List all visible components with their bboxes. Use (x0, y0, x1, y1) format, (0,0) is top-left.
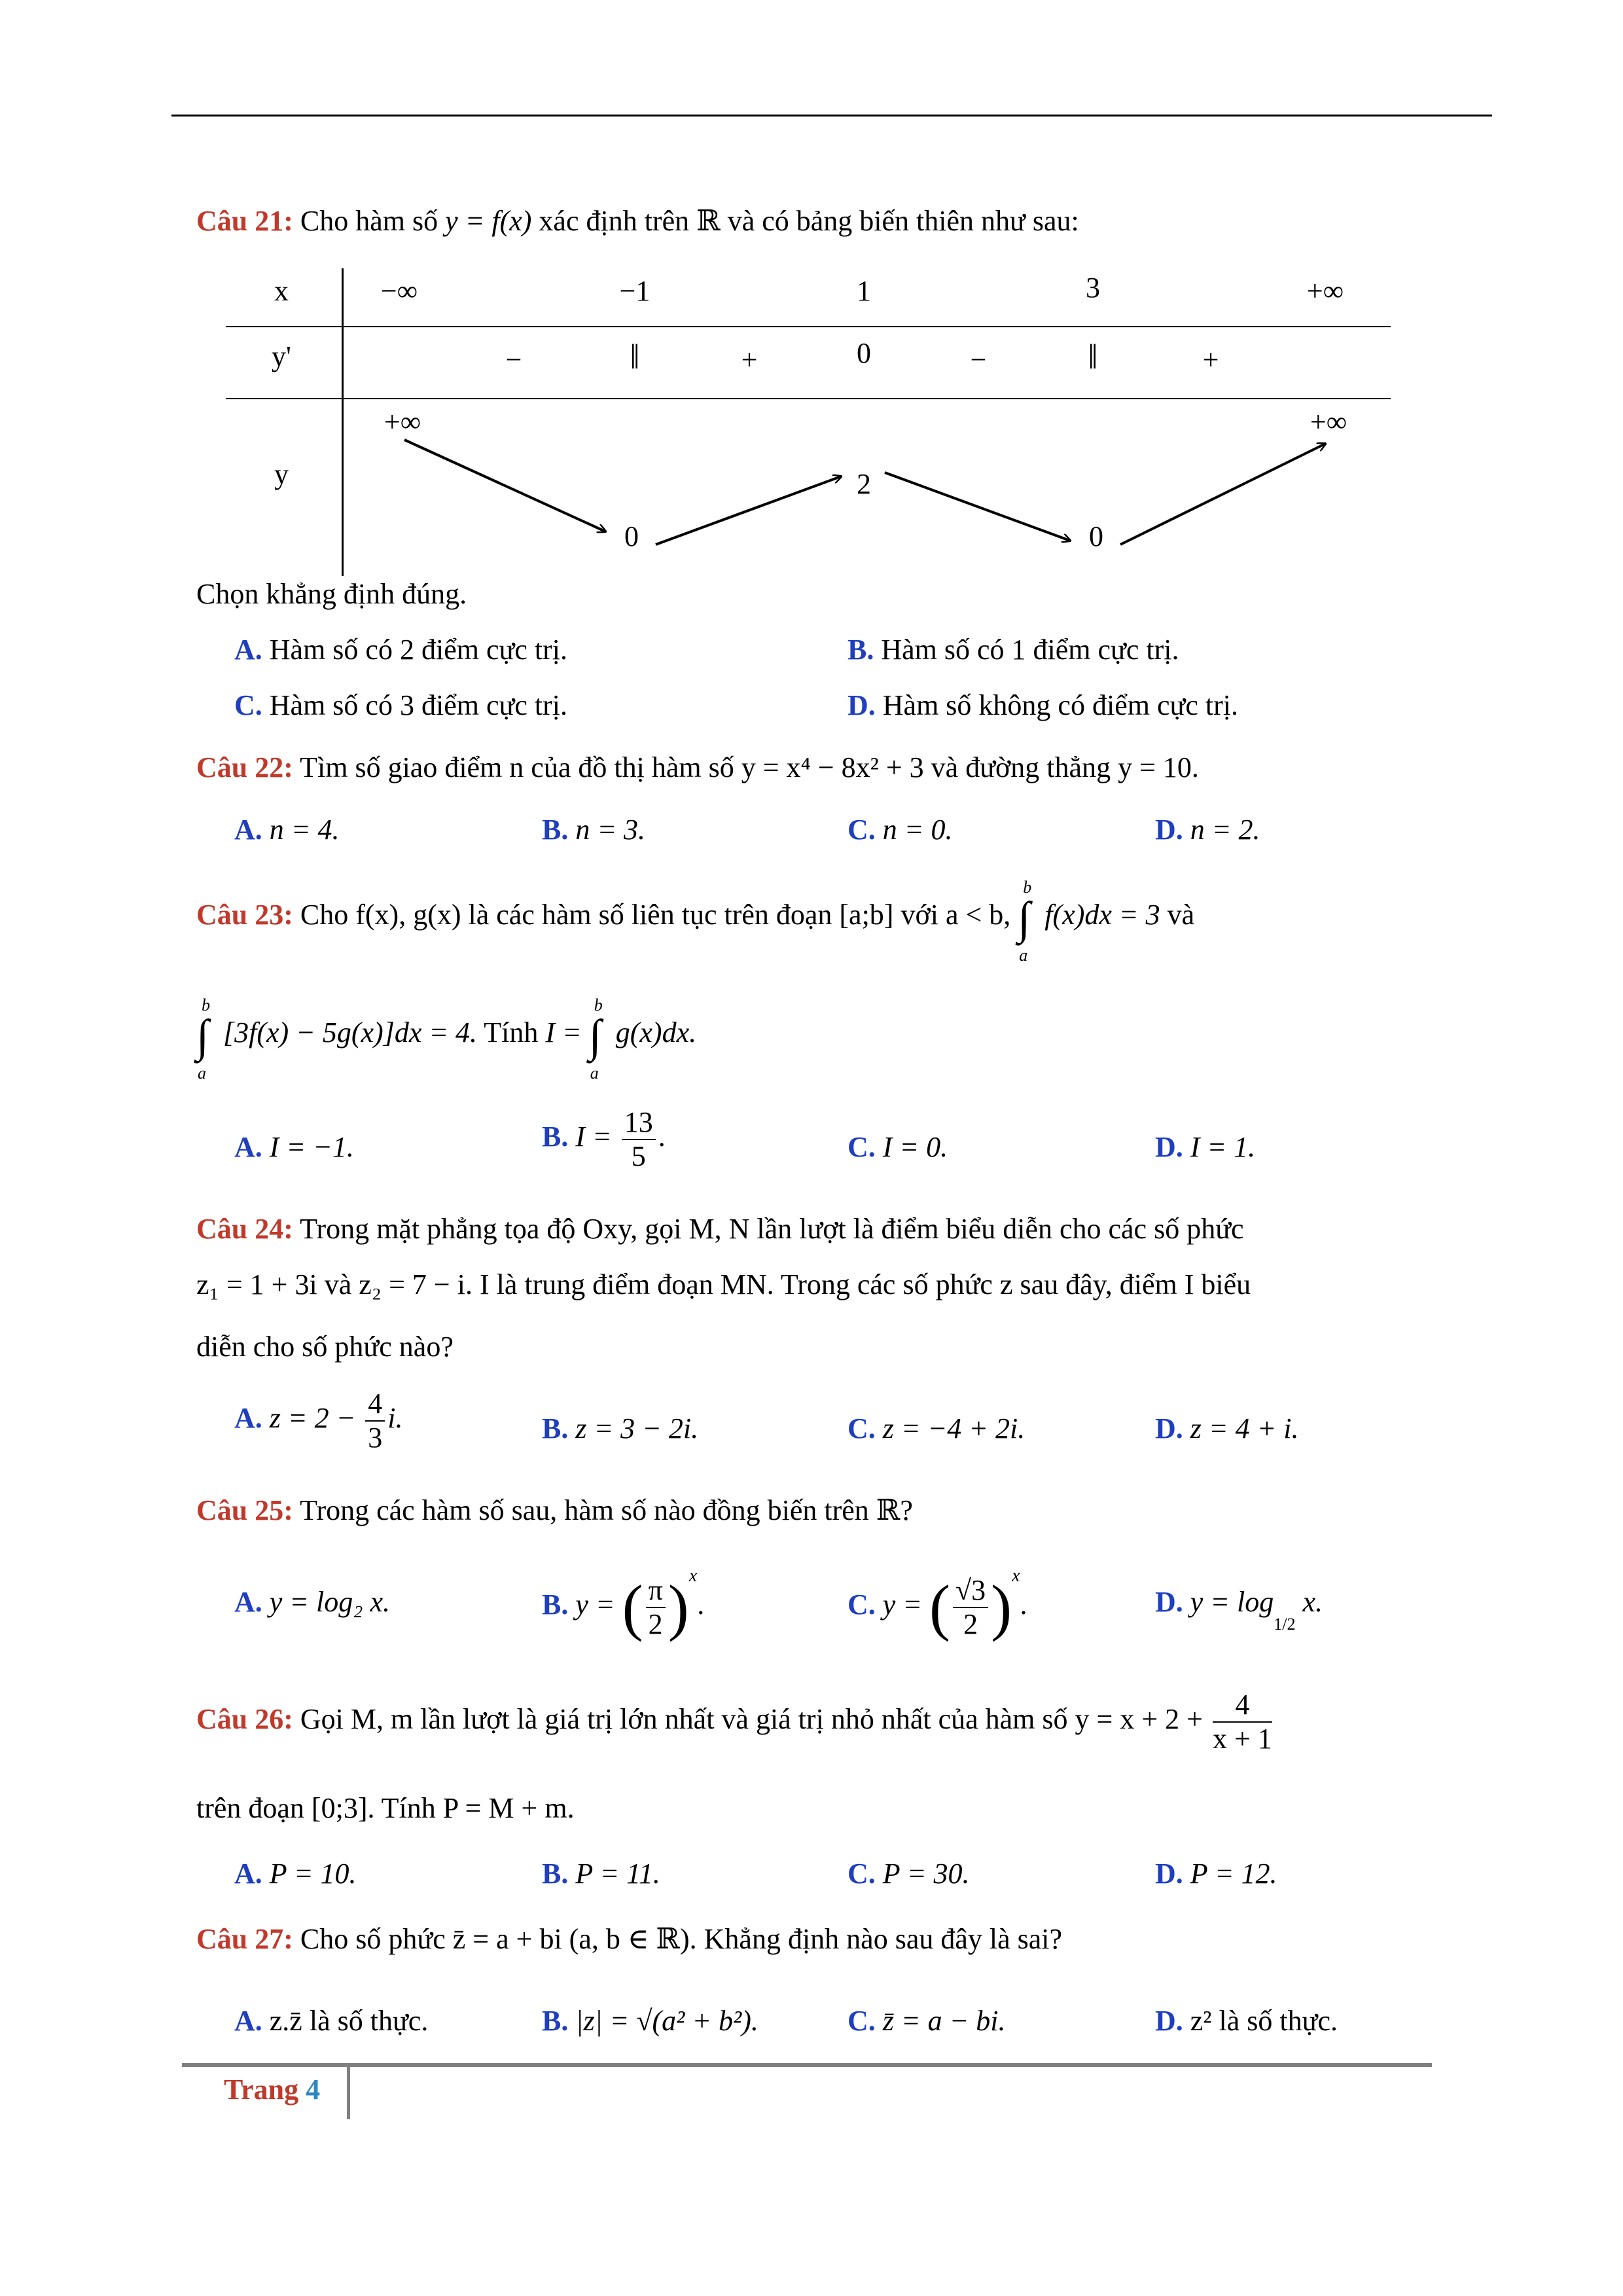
q22-option-a[interactable]: A. n = 4. (234, 814, 340, 846)
dy-sign: − (505, 344, 522, 376)
q21-option-b[interactable]: B. Hàm số có 1 điểm cực trị. (847, 634, 1179, 666)
dy-sign: ‖ (630, 337, 640, 376)
q27-label: Câu 27: (196, 1923, 293, 1955)
row-dy-label: y' (272, 340, 291, 372)
x-value: −∞ (380, 275, 418, 307)
arrow-increase (656, 476, 841, 545)
q21-option-a[interactable]: A. Hàm số có 2 điểm cực trị. (234, 634, 567, 666)
q26-option-d[interactable]: D. P = 12. (1155, 1857, 1277, 1890)
arrow-increase (1120, 444, 1325, 545)
dy-sign: ‖ (1088, 337, 1098, 376)
q25-option-d[interactable]: D. $y = \log_{1/2} x$. (1155, 1586, 1323, 1634)
q21-prompt: Chọn khẳng định đúng. (196, 578, 467, 610)
dy-sign: 0 (857, 337, 871, 369)
fraction: $\frac{√3}{2}$ (953, 1574, 988, 1641)
q21-stem: Câu 21: Cho hàm số y = f(x) xác định trên ℝ và có bảng biến thiên như sau: (196, 205, 1079, 237)
y-value: 0 (1089, 520, 1103, 552)
y-value: 2 (857, 468, 871, 500)
q25-label: Câu 25: (196, 1494, 293, 1526)
q24-option-c[interactable]: C. z = −4 + 2i. (847, 1412, 1026, 1444)
fraction: $\frac{4}{3}$ (365, 1388, 385, 1454)
integral-1: ∫ b a (1018, 878, 1032, 965)
y-value: 0 (624, 520, 639, 552)
dy-sign: − (970, 344, 987, 376)
q22-option-b[interactable]: B. n = 3. (542, 814, 646, 846)
y-value: +∞ (383, 406, 421, 438)
q23-stem-line2: ∫ b a [3f(x) − 5g(x)]dx = 4. Tính I = ∫ b a g(x)dx. (196, 996, 697, 1083)
fraction: $\frac{13}{5}$ (622, 1106, 656, 1173)
q23-option-a[interactable]: A. I = −1. (234, 1131, 354, 1163)
y-value: +∞ (1310, 406, 1347, 438)
q27-option-d[interactable]: D. z² là số thực. (1155, 2005, 1338, 2037)
q26-option-b[interactable]: B. P = 11. (542, 1857, 660, 1890)
fraction: $\frac{\pi}{2}$ (646, 1574, 666, 1641)
q21-option-d[interactable]: D. Hàm số không có điểm cực trị. (847, 689, 1238, 721)
q26-option-c[interactable]: C. P = 30. (847, 1857, 970, 1890)
q26-stem-line2: trên đoạn [0;3]. Tính P = M + m. (196, 1792, 575, 1824)
q23-option-b[interactable]: B. I = $\frac{13}{5}$ . (542, 1106, 666, 1172)
q24-stem-line1: Câu 24: Trong mặt phẳng tọa độ Oxy, gọi M, N lần lượt là điểm biểu diễn cho các số phức (196, 1213, 1244, 1245)
q27-option-b[interactable]: B. |z| = √(a² + b²). (542, 2005, 758, 2037)
integral-3: ∫ b a (588, 996, 603, 1083)
q27-stem: Câu 27: Cho số phức z̄ = a + bi (a, b ∈ ℝ). Khẳng định nào sau đây là sai? (196, 1923, 1063, 1955)
q21-option-c[interactable]: C. Hàm số có 3 điểm cực trị. (234, 689, 567, 721)
footer-rule (182, 2063, 1432, 2067)
q27-option-c[interactable]: C. z̄ = a − bi. (847, 2005, 1006, 2037)
q23-option-c[interactable]: C. I = 0. (847, 1131, 948, 1163)
q22-option-d[interactable]: D. n = 2. (1155, 814, 1260, 846)
x-value: 3 (1086, 272, 1100, 304)
q22-option-c[interactable]: C. n = 0. (847, 814, 953, 846)
q21-label: Câu 21: (196, 205, 293, 237)
arrow-decrease (404, 440, 605, 531)
q24-stem-line2: z₁ = 1 + 3i và z₂ = 7 − i. I là trung điểm đoạn MN. Trong các số phức z sau đây, điểm I biểu (196, 1268, 1251, 1300)
integral-2: ∫ b a (196, 996, 210, 1083)
page-number: Trang 4 (224, 2073, 321, 2106)
q22-stem: Câu 22: Tìm số giao điểm n của đồ thị hàm số y = x⁴ − 8x² + 3 và đường thẳng y = 10. (196, 751, 1199, 783)
q23-option-d[interactable]: D. I = 1. (1155, 1131, 1256, 1163)
footer-divider (347, 2067, 350, 2119)
variation-arrows (0, 0, 1623, 589)
q27-option-a[interactable]: A. z.z̄ là số thực. (234, 2005, 429, 2037)
row-y-label: y (274, 458, 289, 490)
q26-stem-line1: Câu 26: Gọi M, m lần lượt là giá trị lớn nhất và giá trị nhỏ nhất của hàm số y = x + 2 + $\frac{4}{x + 1}$ (196, 1689, 1272, 1755)
q24-option-a[interactable]: A. z = 2 − $\frac{4}{3}$ i. (234, 1388, 403, 1454)
dy-sign: + (1202, 344, 1219, 376)
q25-stem: Câu 25: Trong các hàm số sau, hàm số nào đồng biến trên ℝ? (196, 1494, 913, 1526)
dy-sign: + (741, 344, 758, 376)
q24-option-b[interactable]: B. z = 3 − 2i. (542, 1412, 699, 1444)
q22-label: Câu 22: (196, 751, 293, 783)
fraction: $\frac{4}{x + 1}$ (1212, 1689, 1272, 1755)
q24-option-d[interactable]: D. z = 4 + i. (1155, 1412, 1299, 1444)
q25-option-b[interactable]: B. y = ( $\frac{\pi}{2}$ )$^x$. (542, 1566, 705, 1642)
x-value: 1 (857, 275, 871, 307)
x-value: +∞ (1306, 275, 1344, 307)
q26-label: Câu 26: (196, 1703, 293, 1736)
arrow-decrease (885, 473, 1070, 541)
q23-label: Câu 23: (196, 899, 293, 931)
q24-label: Câu 24: (196, 1213, 293, 1245)
q25-option-c[interactable]: C. y = ( $\frac{√3}{2}$ )$^x$. (847, 1566, 1027, 1642)
q25-option-a[interactable]: A. y = log₂ x. (234, 1586, 391, 1618)
q26-option-a[interactable]: A. P = 10. (234, 1857, 357, 1890)
row-x-label: x (274, 275, 289, 307)
q24-stem-line3: diễn cho số phức nào? (196, 1331, 454, 1363)
x-value: −1 (619, 275, 651, 307)
q23-stem-line1: Câu 23: Cho f(x), g(x) là các hàm số liên tục trên đoạn [a;b] với a < b, ∫ b a f(x)dx = 3 và (196, 878, 1195, 965)
